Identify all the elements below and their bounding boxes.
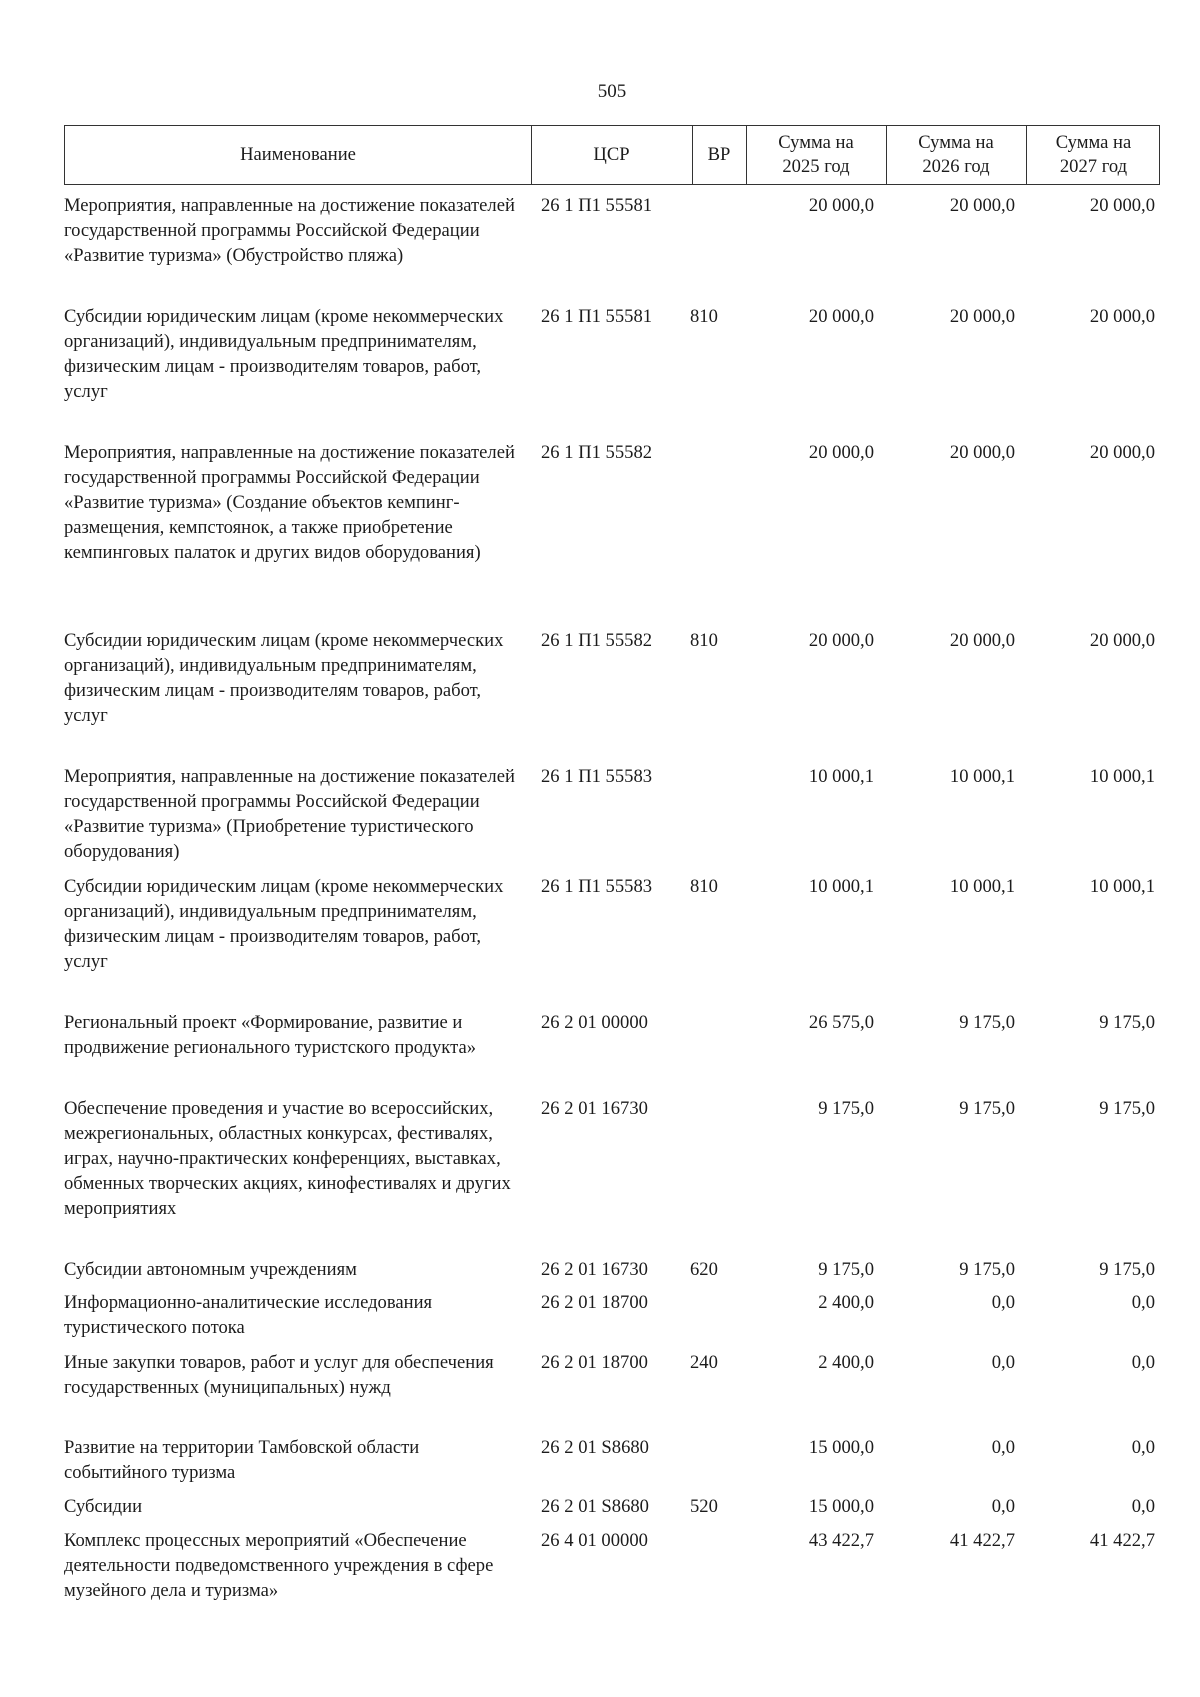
row-vr: 520	[690, 1496, 718, 1517]
row-sum-2025: 26 575,0	[808, 1012, 874, 1033]
header-sum-2026: Сумма на 2026 год	[918, 132, 994, 177]
row-sum-2026: 0,0	[991, 1352, 1015, 1373]
row-sum-2027: 0,0	[1131, 1352, 1155, 1373]
header-vr: ВР	[707, 144, 731, 165]
row-sum-2025: 10 000,1	[808, 876, 874, 897]
row-sum-2026: 0,0	[991, 1292, 1015, 1313]
row-sum-2027: 20 000,0	[1089, 306, 1155, 327]
row-name: Субсидии юридическим лицам (кроме некоммерческих организаций), индивидуальным предпринимателям, физическим лицам - производителям товаров, работ, услуг	[64, 306, 504, 402]
header-sum-2025: Сумма на 2025 год	[778, 132, 854, 177]
row-vr: 810	[690, 306, 718, 327]
row-sum-2027: 20 000,0	[1089, 442, 1155, 463]
row-name: Региональный проект «Формирование, развитие и продвижение регионального туристского продукта»	[64, 1012, 476, 1058]
row-sum-2027: 9 175,0	[1099, 1012, 1155, 1033]
row-sum-2025: 15 000,0	[808, 1437, 874, 1458]
row-sum-2025: 2 400,0	[818, 1352, 874, 1373]
row-sum-2025: 20 000,0	[808, 306, 874, 327]
row-name: Мероприятия, направленные на достижение показателей государственной программы Российской Федерации «Развитие туризма» (Обустройство пляжа)	[64, 195, 515, 266]
row-vr: 810	[690, 630, 718, 651]
row-sum-2027: 20 000,0	[1089, 630, 1155, 651]
row-sum-2026: 20 000,0	[949, 306, 1015, 327]
row-sum-2025: 20 000,0	[808, 195, 874, 216]
row-sum-2026: 0,0	[991, 1496, 1015, 1517]
row-name: Информационно-аналитические исследования туристического потока	[64, 1292, 433, 1338]
row-sum-2025: 43 422,7	[808, 1530, 874, 1551]
row-sum-2027: 9 175,0	[1099, 1259, 1155, 1280]
row-sum-2025: 20 000,0	[808, 442, 874, 463]
row-sum-2026: 20 000,0	[949, 630, 1015, 651]
row-name: Мероприятия, направленные на достижение показателей государственной программы Российской Федерации «Развитие туризма» (Приобретение туристического оборудования)	[64, 766, 515, 862]
row-sum-2026: 0,0	[991, 1437, 1015, 1458]
row-sum-2026: 10 000,1	[949, 766, 1015, 787]
row-sum-2026: 20 000,0	[949, 195, 1015, 216]
row-csr: 26 2 01 18700	[541, 1352, 648, 1373]
row-csr: 26 1 П1 55583	[541, 766, 653, 787]
row-sum-2026: 41 422,7	[949, 1530, 1015, 1551]
row-sum-2025: 20 000,0	[808, 630, 874, 651]
row-csr: 26 1 П1 55582	[541, 630, 653, 651]
row-sum-2027: 20 000,0	[1089, 195, 1155, 216]
row-sum-2026: 10 000,1	[949, 876, 1015, 897]
row-sum-2025: 2 400,0	[818, 1292, 874, 1313]
row-sum-2027: 0,0	[1131, 1292, 1155, 1313]
row-csr: 26 2 01 S8680	[541, 1437, 649, 1458]
row-csr: 26 2 01 18700	[541, 1292, 648, 1313]
header-csr: ЦСР	[593, 144, 630, 165]
row-vr: 620	[690, 1259, 718, 1280]
row-csr: 26 1 П1 55582	[541, 442, 653, 463]
row-sum-2026: 9 175,0	[959, 1098, 1015, 1119]
row-sum-2027: 41 422,7	[1089, 1530, 1155, 1551]
row-sum-2025: 9 175,0	[818, 1098, 874, 1119]
page-number: 505	[597, 81, 627, 102]
row-csr: 26 1 П1 55581	[541, 195, 653, 216]
header-name: Наименование	[240, 144, 356, 165]
row-name: Обеспечение проведения и участие во всероссийских, межрегиональных, областных конкурсах, фестивалях, играх, научно-практических конференциях, выставках, обменных творческих акциях, кинофестивалях и других мероприятиях	[64, 1098, 511, 1219]
row-sum-2026: 9 175,0	[959, 1012, 1015, 1033]
row-csr: 26 4 01 00000	[541, 1530, 648, 1551]
row-sum-2027: 0,0	[1131, 1496, 1155, 1517]
row-name: Мероприятия, направленные на достижение показателей государственной программы Российской Федерации «Развитие туризма» (Создание объектов кемпинг-размещения, кемпстоянок, а также приобретение кемпинговых палаток и других видов оборудования)	[64, 442, 515, 563]
row-vr: 240	[690, 1352, 718, 1373]
row-name: Развитие на территории Тамбовской области событийного туризма	[64, 1437, 420, 1483]
row-name: Субсидии юридическим лицам (кроме некоммерческих организаций), индивидуальным предпринимателям, физическим лицам - производителям товаров, работ, услуг	[64, 630, 504, 726]
row-sum-2027: 10 000,1	[1089, 766, 1155, 787]
row-sum-2027: 0,0	[1131, 1437, 1155, 1458]
row-sum-2027: 9 175,0	[1099, 1098, 1155, 1119]
row-name: Субсидии юридическим лицам (кроме некоммерческих организаций), индивидуальным предпринимателям, физическим лицам - производителям товаров, работ, услуг	[64, 876, 504, 972]
row-name: Субсидии	[64, 1496, 143, 1517]
row-sum-2025: 10 000,1	[808, 766, 874, 787]
row-csr: 26 2 01 16730	[541, 1098, 648, 1119]
row-csr: 26 2 01 16730	[541, 1259, 648, 1280]
table-header	[64, 125, 1160, 185]
row-csr: 26 2 01 S8680	[541, 1496, 649, 1517]
row-sum-2025: 15 000,0	[808, 1496, 874, 1517]
row-csr: 26 1 П1 55583	[541, 876, 653, 897]
row-sum-2026: 9 175,0	[959, 1259, 1015, 1280]
row-name: Комплекс процессных мероприятий «Обеспечение деятельности подведомственного учреждения в сфере музейного дела и туризма»	[64, 1530, 494, 1601]
row-vr: 810	[690, 876, 718, 897]
row-csr: 26 2 01 00000	[541, 1012, 648, 1033]
row-sum-2026: 20 000,0	[949, 442, 1015, 463]
row-name: Субсидии автономным учреждениям	[64, 1259, 357, 1280]
row-name: Иные закупки товаров, работ и услуг для обеспечения государственных (муниципальных) нужд	[64, 1352, 494, 1398]
row-sum-2025: 9 175,0	[818, 1259, 874, 1280]
row-csr: 26 1 П1 55581	[541, 306, 653, 327]
row-sum-2027: 10 000,1	[1089, 876, 1155, 897]
header-sum-2027: Сумма на 2027 год	[1055, 132, 1132, 177]
